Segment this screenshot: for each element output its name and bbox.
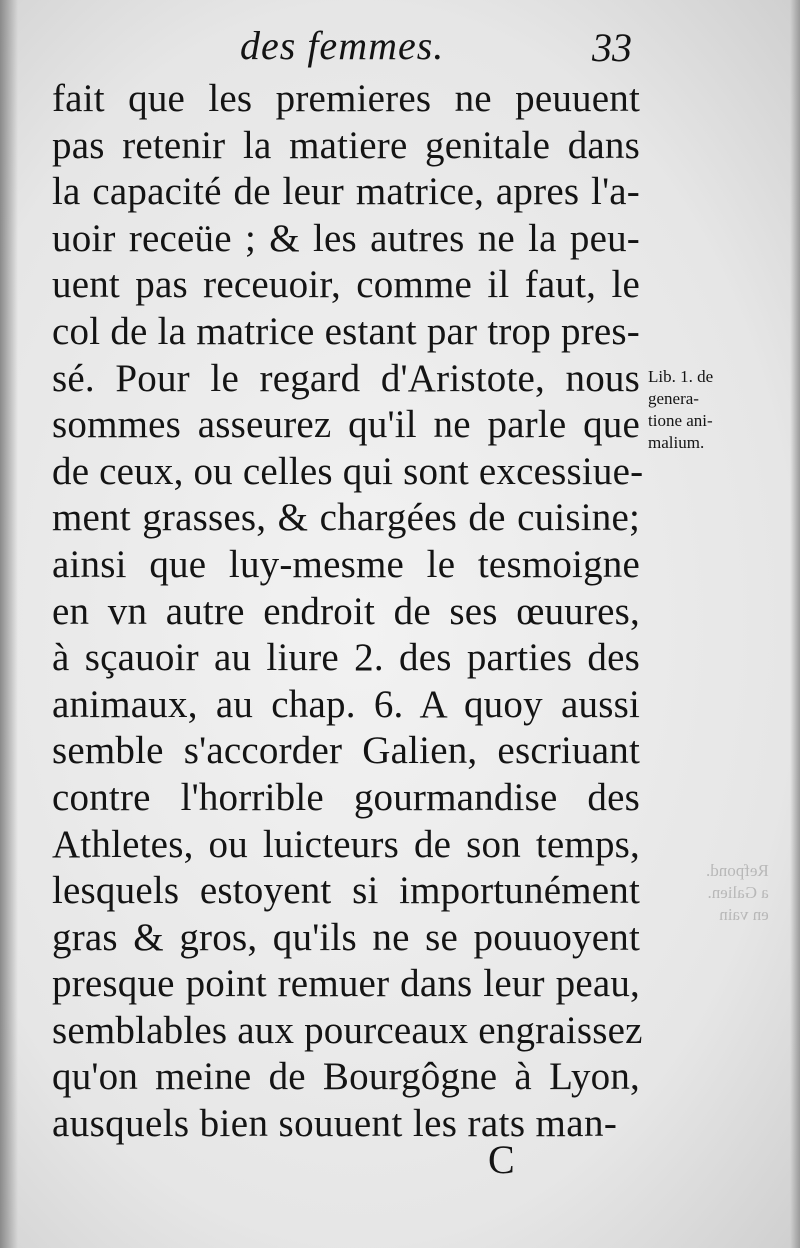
margin-note	[648, 366, 768, 454]
text-line: lesquels estoyent si importunément	[52, 869, 640, 913]
margin-note-line: Lib. 1. de	[648, 367, 714, 386]
text-line: semble s'accorder Galien, escriuant	[52, 729, 640, 773]
body-text	[52, 76, 644, 1148]
text-line: gras & gros, qu'ils ne se pouuoyent	[52, 915, 640, 959]
text-line: ment grasses, & chargées de cuisine;	[52, 496, 640, 540]
running-head: des femmes.	[240, 23, 445, 68]
text-line: contre l'horrible gourmandise des	[52, 775, 640, 819]
text-line: uent pas receuoir, comme il faut, le	[52, 263, 640, 307]
bleed-through-text: Refpond. a Galien. en vain	[706, 861, 769, 924]
text-line: col de la matrice estant par trop pres-	[52, 309, 640, 353]
text-line: sé. Pour le regard d'Aristote, nous	[52, 356, 640, 400]
text-line: ainsi que luy-mesme le tesmoigne	[52, 542, 640, 586]
text-line: semblables aux pourceaux engraissez	[52, 1008, 643, 1052]
text-line: ausquels bien souuent les rats man-	[52, 1102, 618, 1146]
text-line: presque point remuer dans leur peau,	[52, 962, 640, 1006]
signature-mark: C	[488, 1137, 515, 1182]
text-line: qu'on meine de Bourgôgne à Lyon,	[52, 1055, 640, 1099]
text-line: à sçauoir au liure 2. des parties des	[52, 636, 640, 680]
page-number: 33	[592, 25, 632, 70]
text-line: animaux, au chap. 6. A quoy aussi	[52, 682, 640, 726]
text-line: fait que les premieres ne peuuent	[52, 77, 640, 120]
page-gutter-shadow	[0, 0, 18, 1248]
text-line: uoir receüe ; & les autres ne la peu-	[52, 216, 640, 260]
text-line: pas retenir la matiere genitale dans	[52, 123, 640, 167]
text-line: sommes asseurez qu'il ne parle que	[52, 403, 640, 447]
text-line: de ceux, ou celles qui sont excessiue-	[52, 449, 644, 493]
margin-note-line: tione ani-	[648, 411, 713, 430]
margin-note-line: genera-	[648, 389, 699, 408]
text-line: en vn autre endroit de ses œuures,	[52, 589, 640, 633]
margin-note-line: malium.	[648, 433, 705, 452]
page-edge-shadow	[790, 0, 800, 1248]
text-line: Athletes, ou luicteurs de son temps,	[52, 822, 640, 866]
text-line: la capacité de leur matrice, apres l'a-	[52, 170, 640, 214]
